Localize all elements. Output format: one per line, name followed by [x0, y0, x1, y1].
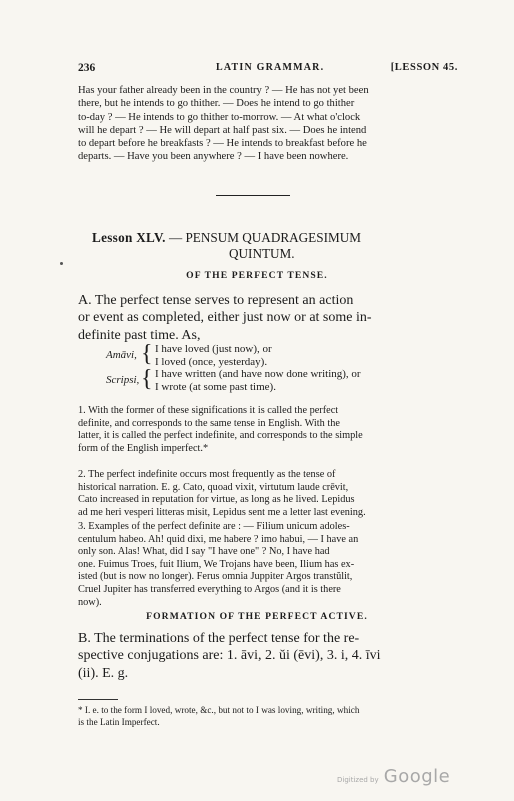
note-3: [78, 521, 456, 609]
example-word: Amāvi,: [106, 349, 137, 361]
text-line: or event as completed, either just now or at some in-: [78, 310, 372, 326]
text-line: centulum habeo. Ah! quid dixi, me habere ? imo habui, — I have an: [78, 533, 359, 545]
text-line: to-day ? — He intends to go thither to-morrow. — At what o'clock: [78, 111, 361, 123]
text-line: only son. Alas! What, did I say "I have one" ? No, I have had: [78, 546, 330, 558]
text-line: 3. Examples of the perfect definite are : — Filium unicum adoles-: [78, 521, 350, 532]
text-line: 2. The perfect indefinite occurs most frequently as the tense of: [78, 469, 336, 480]
text-line: now).: [78, 596, 102, 608]
running-head: [78, 62, 458, 76]
text-line: * I. e. to the form I loved, wrote, &c., but not to I was loving, writing, which: [78, 705, 360, 715]
paragraph-a: [78, 292, 456, 344]
paragraph-b: [78, 630, 456, 682]
example-word: Scripsi,: [106, 374, 140, 386]
page-number: 236: [78, 62, 96, 74]
text-line: ad me heri vesperi litteras misit, Lepidus sent me a letter last evening.: [78, 506, 366, 518]
text-line: Cruel Jupiter has transferred everything to Argos (and it is there: [78, 583, 341, 595]
example-gloss: I have written (and have now done writing), or: [155, 368, 361, 380]
section-heading: FORMATION OF THE PERFECT ACTIVE.: [146, 611, 368, 622]
text-line: B. The terminations of the perfect tense for the re-: [78, 631, 360, 646]
text-line: definite past time. As,: [78, 327, 201, 343]
page-speck: [60, 262, 63, 265]
text-line: is the Latin Imperfect.: [78, 716, 160, 727]
text-line: A. The perfect tense serves to represent an action: [78, 293, 354, 308]
text-line: will he depart ? — He will depart at half past six. — Does he intend: [78, 124, 367, 136]
note-2: [78, 469, 456, 519]
text-line: definite, and corresponds to the same tense in English. With the: [78, 417, 340, 429]
book-title: LATIN GRAMMAR.: [216, 62, 325, 73]
brace-icon: {: [141, 366, 153, 392]
text-line: form of the English imperfect.*: [78, 442, 209, 454]
digitization-watermark: [337, 766, 450, 787]
text-line: 1. With the former of these significations it is called the perfect: [78, 405, 339, 416]
brace-icon: {: [141, 341, 153, 367]
text-line: latter, it is called the perfect indefinite, and corresponds to the simple: [78, 430, 363, 442]
lesson-marker: [LESSON 45.: [390, 62, 458, 73]
section-heading: OF THE PERFECT TENSE.: [186, 270, 328, 281]
example-gloss: I have loved (just now), or: [155, 343, 272, 355]
google-logo: Google: [383, 766, 451, 787]
lesson-title-line1: — PENSUM QUADRAGESIMUM: [165, 230, 361, 245]
text-line: to depart before he breakfasts ? — He intends to breakfast before he: [78, 138, 367, 150]
text-line: departs. — Have you been anywhere ? — I have been nowhere.: [78, 151, 349, 163]
text-line: there, but he intends to go thither. — Does he intend to go thither: [78, 98, 355, 110]
example-gloss: I wrote (at some past time).: [155, 380, 276, 393]
note-1: [78, 405, 456, 455]
text-line: one. Fuimus Troes, fuit Ilium, We Trojans have been, Ilium has ex-: [78, 558, 355, 570]
text-line: historical narration. E. g. Cato, quoad vixit, virtutum laude crēvit,: [78, 481, 349, 493]
text-line: Has your father already been in the country ? — He has not yet been: [78, 85, 369, 96]
footnote-rule: [78, 699, 118, 700]
text-line: Cato increased in reputation for virtue, as long as he lived. Lepidus: [78, 494, 355, 506]
text-line: (ii). E. g.: [78, 665, 129, 681]
text-line: isted (but is now no longer). Ferus omnia Juppiter Argos transtŭlit,: [78, 571, 353, 583]
watermark-prefix: Digitized by: [337, 776, 379, 784]
section-divider: [216, 195, 290, 196]
example-gloss: I loved (once, yesterday).: [155, 355, 268, 368]
lesson-label: Lesson XLV.: [92, 230, 166, 245]
exercise-text: [78, 84, 456, 164]
lesson-title-line2: QUINTUM.: [229, 246, 295, 261]
footnote: [78, 705, 456, 728]
text-line: spective conjugations are: 1. āvi, 2. ŭi (ēvi), 3. i, 4. īvi: [78, 648, 381, 664]
